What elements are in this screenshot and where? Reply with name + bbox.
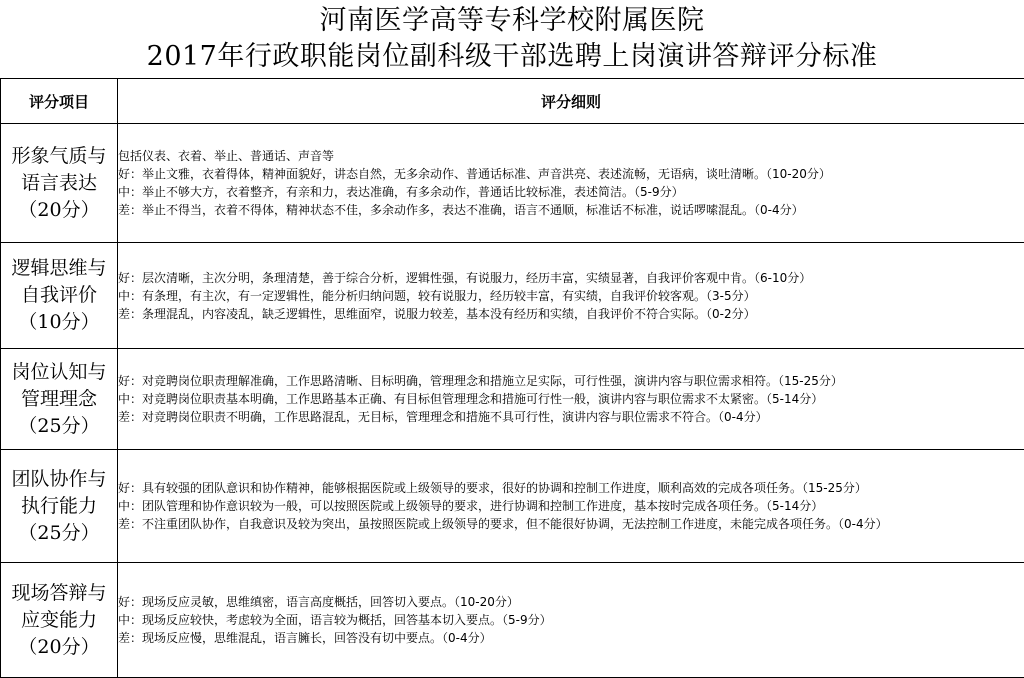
category-score: （20分） [1, 634, 117, 661]
category-name-line1: 形象气质与 [1, 143, 117, 170]
detail-cell [118, 563, 1024, 678]
category-name-line1: 团队协作与 [1, 466, 117, 493]
title-line-2: 2017年行政职能岗位副科级干部选聘上岗演讲答辩评分标准 [0, 39, 1024, 75]
category-score: （10分） [1, 309, 117, 336]
category-cell [1, 243, 118, 349]
detail-line: 好：对竞聘岗位职责理解准确，工作思路清晰、目标明确，管理理念和措施立足实际，可行性强，演讲内容与职位需求相符。（15-25分） [118, 372, 1024, 390]
header-item: 评分项目 [1, 79, 118, 124]
category-name-line2: 自我评价 [1, 282, 117, 309]
table-row [1, 124, 1024, 243]
detail-cell [118, 450, 1024, 563]
detail-line: 差：不注重团队协作，自我意识及较为突出，虽按照医院或上级领导的要求，但不能很好协调，无法控制工作进度，未能完成各项任务。（0-4分） [118, 515, 1024, 533]
category-cell [1, 124, 118, 243]
category-name-line2: 执行能力 [1, 493, 117, 520]
category-cell [1, 450, 118, 563]
category-name-line1: 逻辑思维与 [1, 255, 117, 282]
detail-line: 包括仪表、衣着、举止、普通话、声音等 [118, 147, 1024, 165]
category-score: （20分） [1, 197, 117, 224]
detail-line: 差：举止不得当，衣着不得体，精神状态不佳，多余动作多，表达不准确，语言不通顺，标准话不标准，说话啰嗦混乱。（0-4分） [118, 201, 1024, 219]
detail-line: 好：具有较强的团队意识和协作精神，能够根据医院或上级领导的要求，很好的协调和控制工作进度，顺利高效的完成各项任务。（15-25分） [118, 479, 1024, 497]
detail-line: 好：现场反应灵敏，思维缜密，语言高度概括，回答切入要点。（10-20分） [118, 593, 1024, 611]
category-name-line2: 应变能力 [1, 607, 117, 634]
detail-cell [118, 124, 1024, 243]
category-cell [1, 349, 118, 450]
table-header-row [1, 79, 1024, 124]
detail-line: 中：有条理，有主次，有一定逻辑性，能分析归纳问题，较有说服力，经历较丰富，有实绩，自我评价较客观。（3-5分） [118, 287, 1024, 305]
title-line-1: 河南医学高等专科学校附属医院 [0, 0, 1024, 39]
detail-line: 差：条理混乱，内容凌乱，缺乏逻辑性，思维面窄，说服力较差，基本没有经历和实绩，自我评价不符合实际。（0-2分） [118, 305, 1024, 323]
category-name-line2: 语言表达 [1, 170, 117, 197]
table-row [1, 450, 1024, 563]
detail-cell [118, 243, 1024, 349]
category-score: （25分） [1, 413, 117, 440]
table-row [1, 349, 1024, 450]
category-score: （25分） [1, 520, 117, 547]
detail-line: 中：团队管理和协作意识较为一般，可以按照医院或上级领导的要求，进行协调和控制工作进度，基本按时完成各项任务。（5-14分） [118, 497, 1024, 515]
detail-line: 好：举止文雅，衣着得体，精神面貌好，讲态自然，无多余动作、普通话标准、声音洪亮、表述流畅，无语病，谈吐清晰。（10-20分） [118, 165, 1024, 183]
category-name-line1: 岗位认知与 [1, 359, 117, 386]
table-row [1, 243, 1024, 349]
detail-line: 中：举止不够大方，衣着整齐，有亲和力，表达准确，有多余动作，普通话比较标准，表述简洁。（5-9分） [118, 183, 1024, 201]
detail-line: 好：层次清晰，主次分明，条理清楚，善于综合分析，逻辑性强，有说服力，经历丰富，实绩显著，自我评价客观中肯。（6-10分） [118, 269, 1024, 287]
table-row [1, 563, 1024, 678]
category-name-line1: 现场答辩与 [1, 580, 117, 607]
document-title [0, 0, 1024, 76]
detail-line: 中：现场反应较快，考虑较为全面，语言较为概括，回答基本切入要点。（5-9分） [118, 611, 1024, 629]
detail-line: 中：对竞聘岗位职责基本明确，工作思路基本正确、有目标但管理理念和措施可行性一般，演讲内容与职位需求不太紧密。（5-14分） [118, 390, 1024, 408]
category-cell [1, 563, 118, 678]
detail-line: 差：现场反应慢，思维混乱，语言臃长，回答没有切中要点。（0-4分） [118, 629, 1024, 647]
detail-line: 差：对竞聘岗位职责不明确，工作思路混乱，无目标，管理理念和措施不具可行性，演讲内容与职位需求不符合。（0-4分） [118, 408, 1024, 426]
detail-cell [118, 349, 1024, 450]
header-detail: 评分细则 [118, 79, 1024, 124]
category-name-line2: 管理理念 [1, 386, 117, 413]
criteria-table [0, 78, 1024, 678]
